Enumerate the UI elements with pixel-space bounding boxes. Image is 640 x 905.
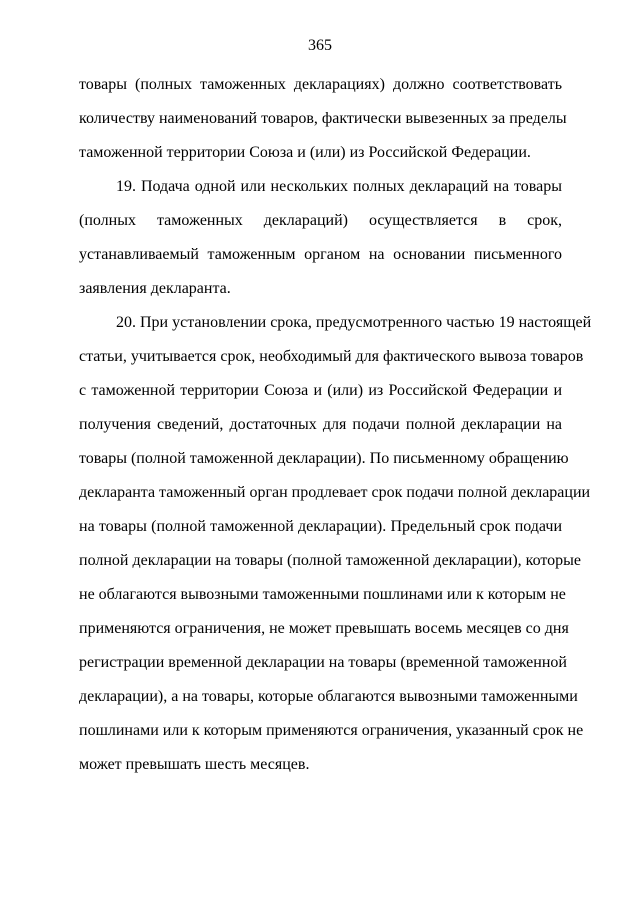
text-line: товары (полных таможенных декларациях) должно соответствовать xyxy=(79,76,562,93)
text-line: с таможенной территории Союза и (или) из Российской Федерации и xyxy=(79,382,562,399)
text-line: пошлинами или к которым применяются ограничения, указанный срок не xyxy=(79,722,584,739)
text-line: количеству наименований товаров, фактически вывезенных за пределы xyxy=(79,110,567,127)
text-line: заявления декларанта. xyxy=(79,280,231,297)
text-line: регистрации временной декларации на товары (временной таможенной xyxy=(79,654,567,671)
text-line: не облагаются вывозными таможенными пошлинами или к которым не xyxy=(79,586,566,603)
text-line: декларанта таможенный орган продлевает срок подачи полной декларации xyxy=(79,484,591,501)
text-line: статьи, учитывается срок, необходимый для фактического вывоза товаров xyxy=(79,348,584,365)
text-line: получения сведений, достаточных для подачи полной декларации на xyxy=(79,416,562,433)
document-body xyxy=(79,68,592,782)
text-line: таможенной территории Союза и (или) из Российской Федерации. xyxy=(79,144,531,161)
text-line: устанавливаемый таможенным органом на основании письменного xyxy=(79,246,562,263)
text-line: 20. При установлении срока, предусмотренного частью 19 настоящей xyxy=(116,314,592,331)
text-line: (полных таможенных деклараций) осуществляется в срок, xyxy=(79,212,562,229)
text-line: может превышать шесть месяцев. xyxy=(79,756,310,773)
page-number: 365 xyxy=(308,37,332,54)
paragraph-20 xyxy=(79,306,592,782)
text-line: товары (полной таможенной декларации). По письменному обращению xyxy=(79,450,569,467)
paragraph-19 xyxy=(79,170,562,306)
text-line: полной декларации на товары (полной таможенной декларации), которые xyxy=(79,552,582,569)
paragraph-continuation xyxy=(79,68,567,170)
text-line: применяются ограничения, не может превышать восемь месяцев со дня xyxy=(79,620,569,637)
text-line: на товары (полной таможенной декларации). Предельный срок подачи xyxy=(79,518,562,535)
text-line: 19. Подача одной или нескольких полных деклараций на товары xyxy=(116,178,562,195)
text-line: декларации), а на товары, которые облагаются вывозными таможенными xyxy=(79,688,578,705)
